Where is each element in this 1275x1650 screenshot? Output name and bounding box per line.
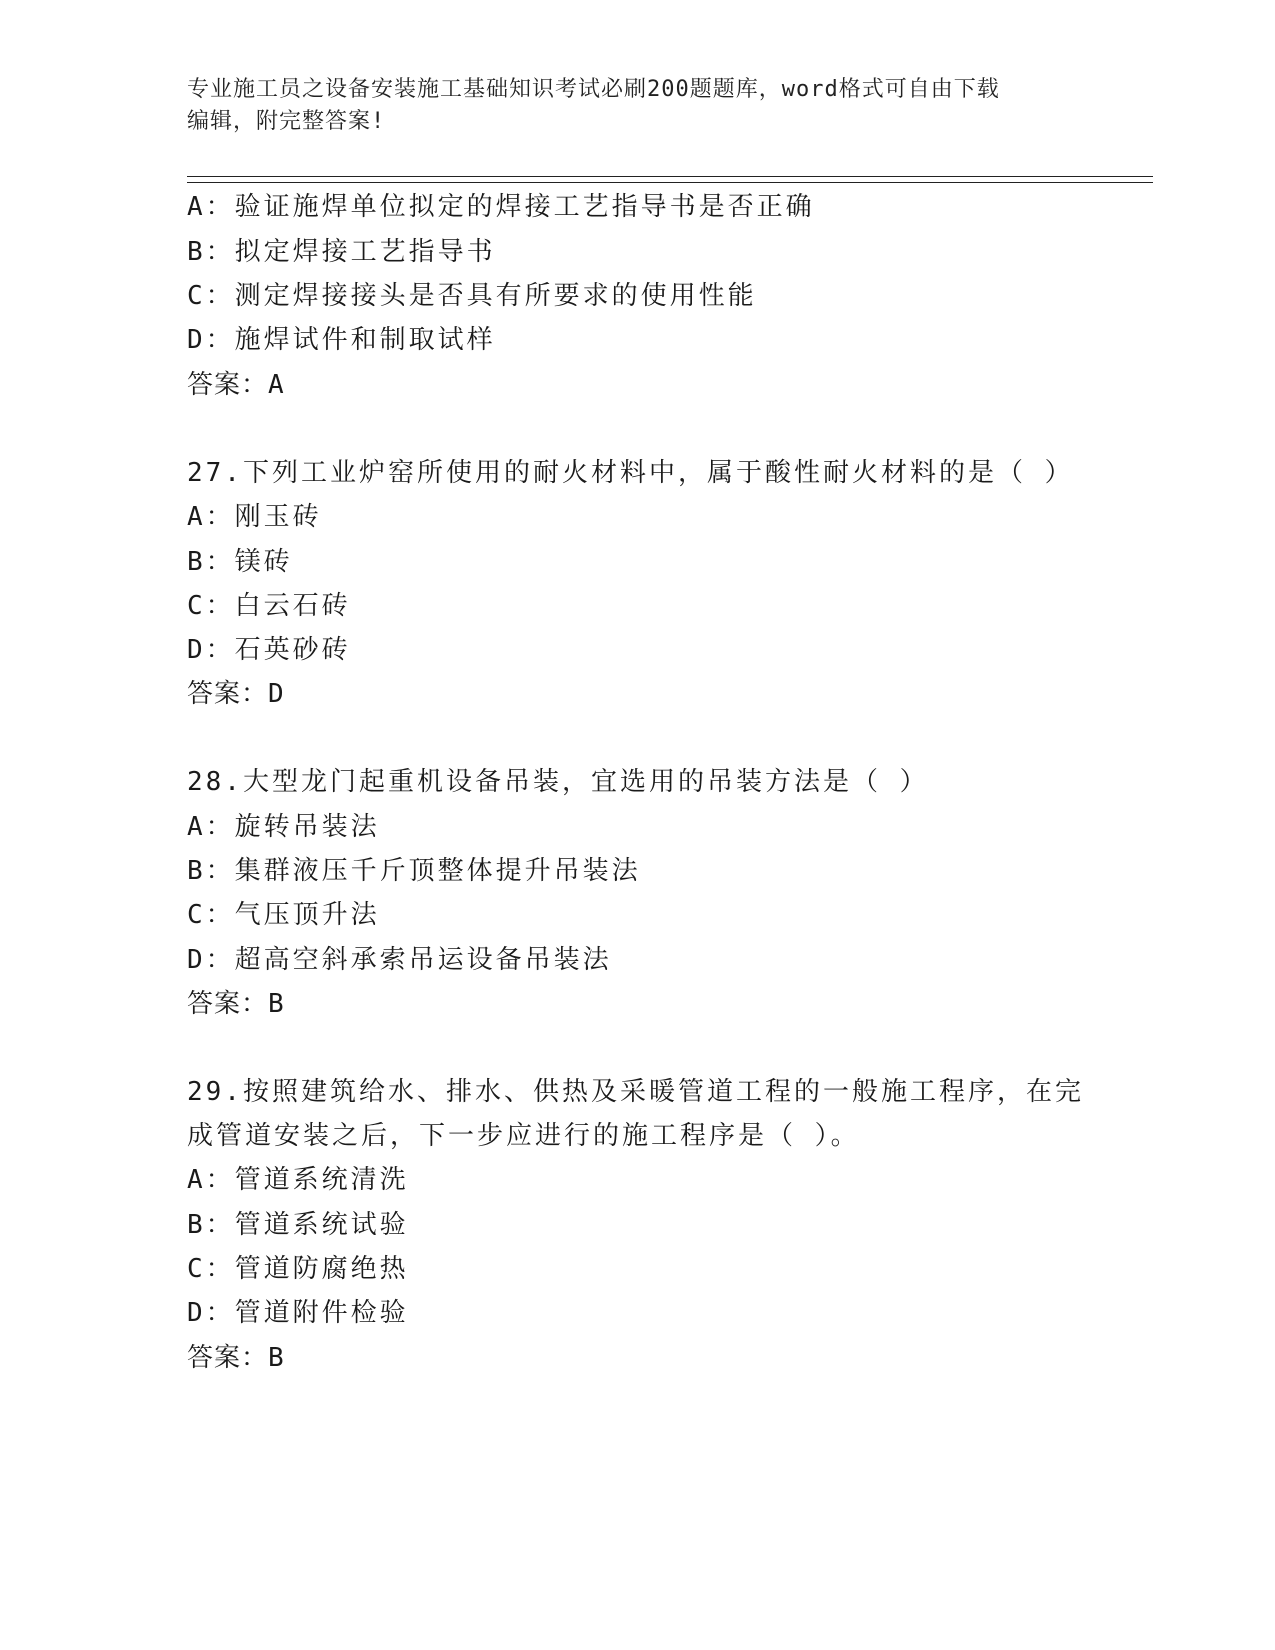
q27-option-b: B：镁砖 <box>187 547 293 577</box>
q26-option-c: C：测定焊接接头是否具有所要求的使用性能 <box>187 281 757 311</box>
q27-stem: 27.下列工业炉窑所使用的耐火材料中，属于酸性耐火材料的是（ ） <box>187 458 1074 488</box>
header-divider-top <box>187 176 1153 177</box>
q29-option-a: A：管道系统清洗 <box>187 1165 409 1195</box>
q28-answer: 答案：B <box>187 989 285 1019</box>
q28-option-d: D：超高空斜承索吊运设备吊装法 <box>187 945 612 975</box>
q27-option-d: D：石英砂砖 <box>187 635 351 665</box>
header-line-1: 专业施工员之设备安装施工基础知识考试必刷200题题库，word格式可自由下载 <box>187 77 1000 102</box>
q29-stem-line-2: 成管道安装之后，下一步应进行的施工程序是（ ）。 <box>187 1121 860 1151</box>
q28-option-a: A：旋转吊装法 <box>187 812 380 842</box>
q27-option-c: C：白云石砖 <box>187 591 351 621</box>
q29-option-d: D：管道附件检验 <box>187 1298 409 1328</box>
header-line-2: 编辑，附完整答案! <box>187 109 386 134</box>
q26-option-d: D：施焊试件和制取试样 <box>187 325 496 355</box>
q26-option-a: A：验证施焊单位拟定的焊接工艺指导书是否正确 <box>187 192 815 222</box>
q26-option-b: B：拟定焊接工艺指导书 <box>187 237 496 267</box>
q27-answer: 答案：D <box>187 679 285 709</box>
q28-option-c: C：气压顶升法 <box>187 900 380 930</box>
q29-answer: 答案：B <box>187 1343 285 1373</box>
document-header <box>187 74 1067 138</box>
q28-stem: 28.大型龙门起重机设备吊装，宜选用的吊装方法是（ ） <box>187 767 929 797</box>
q29-option-c: C：管道防腐绝热 <box>187 1254 409 1284</box>
q28-option-b: B：集群液压千斤顶整体提升吊装法 <box>187 856 641 886</box>
q29-option-b: B：管道系统试验 <box>187 1210 409 1240</box>
q29-stem-line-1: 29.按照建筑给水、排水、供热及采暖管道工程的一般施工程序，在完 <box>187 1077 1084 1107</box>
header-divider-bottom <box>187 182 1153 183</box>
q27-option-a: A：刚玉砖 <box>187 502 322 532</box>
q26-answer: 答案：A <box>187 370 285 400</box>
